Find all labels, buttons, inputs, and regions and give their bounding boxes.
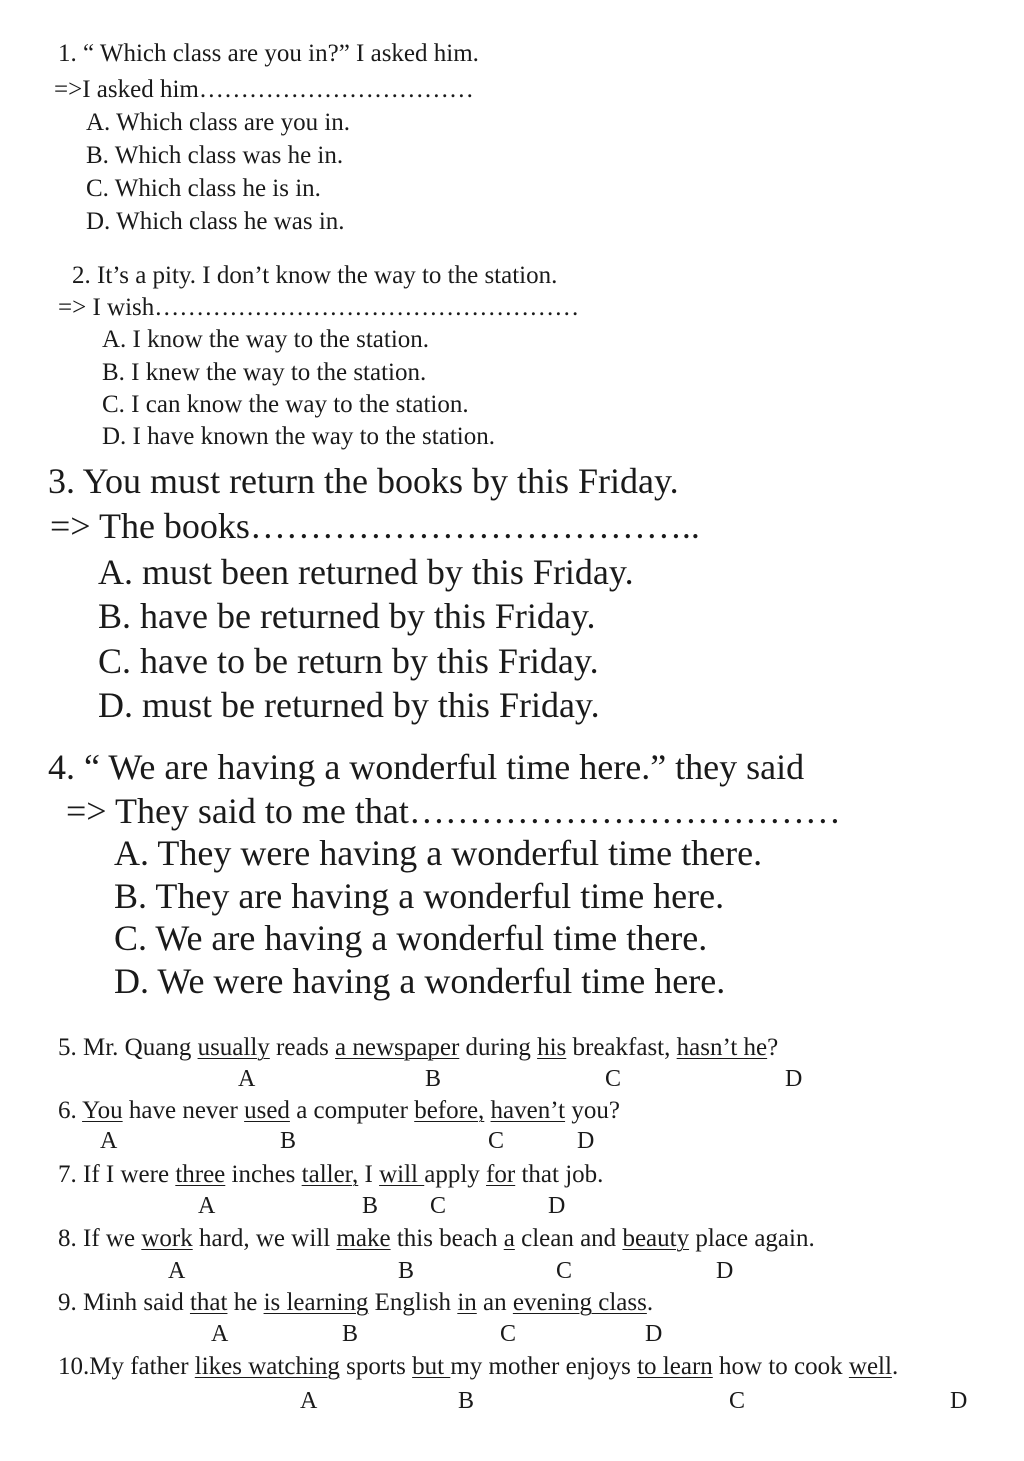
q10-underline-d: well [848, 1353, 892, 1380]
q7-label-d: D [548, 1193, 566, 1219]
q3-option-b: B. have be returned by this Friday. [98, 596, 596, 636]
q10-label-a: A [300, 1388, 318, 1414]
q7-underline-b: taller, [301, 1161, 359, 1188]
q1-option-a: A. Which class are you in. [86, 109, 351, 136]
q9-sentence: 9. Minh said that he is learning English in an evening class. [58, 1289, 654, 1316]
q3-option-d: D. must be returned by this Friday. [98, 685, 600, 725]
q1-stem: =>I asked him…………………………… [54, 76, 474, 103]
q1-option-b: B. Which class was he in. [86, 142, 344, 169]
q7-label-b: B [362, 1193, 379, 1219]
q4-stem: => They said to me that……………………………… [66, 791, 841, 831]
q8-underline-c: a [503, 1225, 515, 1252]
q6-underline-b: used [244, 1097, 290, 1124]
q8-label-b: B [398, 1258, 415, 1284]
q9-label-d: D [645, 1321, 663, 1347]
q7-sentence: 7. If I were three inches taller, I will apply for that job. [58, 1161, 604, 1188]
q2-option-a: A. I know the way to the station. [102, 326, 430, 353]
q8-label-a: A [168, 1258, 186, 1284]
q7-label-a: A [198, 1193, 216, 1219]
q5-label-a: A [238, 1066, 256, 1092]
q3-stem: => The books……………………………….. [50, 506, 700, 546]
q9-underline-b: is learning [263, 1289, 369, 1316]
q6-underline-c: before, [414, 1097, 485, 1124]
q5-label-c: C [605, 1066, 622, 1092]
q2-option-d: D. I have known the way to the station. [102, 423, 495, 450]
q6-underline-a: You [82, 1097, 123, 1124]
q5-underline-c: his [537, 1034, 567, 1061]
q2-option-b: B. I knew the way to the station. [102, 359, 427, 386]
q10-underline-b: but [412, 1353, 451, 1380]
q5-label-d: D [785, 1066, 803, 1092]
q9-underline-c: in [457, 1289, 477, 1316]
q7-underline-a: three [175, 1161, 226, 1188]
q2-stem: => I wish…………………………………………… [58, 294, 580, 321]
q7-label-c: C [430, 1193, 447, 1219]
q5-underline-d: hasn’t he [676, 1034, 768, 1061]
q6-label-c: C [488, 1128, 505, 1154]
q3-option-c: C. have to be return by this Friday. [98, 641, 599, 681]
q9-underline-d: evening class [512, 1289, 647, 1316]
q10-label-c: C [729, 1388, 746, 1414]
q4-option-c: C. We are having a wonderful time there. [114, 918, 708, 958]
q2-option-c: C. I can know the way to the station. [102, 391, 469, 418]
q6-label-b: B [280, 1128, 297, 1154]
q5-sentence: 5. Mr. Quang usually reads a newspaper during his breakfast, hasn’t he? [58, 1034, 779, 1061]
q9-underline-a: that [189, 1289, 228, 1316]
q10-underline-c: to learn [637, 1353, 713, 1380]
q1-option-d: D. Which class he was in. [86, 208, 345, 235]
q4-option-d: D. We were having a wonderful time here. [114, 961, 726, 1001]
q9-label-c: C [500, 1321, 517, 1347]
q9-label-a: A [211, 1321, 229, 1347]
q6-sentence: 6. You have never used a computer before, haven’t you? [58, 1097, 620, 1124]
q4-prompt: 4. “ We are having a wonderful time here.” they said [48, 747, 805, 787]
q7-underline-c: will [379, 1161, 425, 1188]
q10-label-d: D [950, 1388, 968, 1414]
q8-underline-a: work [141, 1225, 193, 1252]
q5-underline-b: a newspaper [335, 1034, 460, 1061]
q4-option-b: B. They are having a wonderful time here. [114, 876, 725, 916]
q6-label-d: D [577, 1128, 595, 1154]
q8-sentence: 8. If we work hard, we will make this beach a clean and beauty place again. [58, 1225, 815, 1252]
q1-prompt: 1. “ Which class are you in?” I asked him. [58, 40, 479, 67]
q6-label-a: A [100, 1128, 118, 1154]
q8-underline-b: make [336, 1225, 391, 1252]
q2-prompt: 2. It’s a pity. I don’t know the way to the station. [72, 262, 558, 289]
q9-label-b: B [342, 1321, 359, 1347]
q5-label-b: B [425, 1066, 442, 1092]
q1-option-c: C. Which class he is in. [86, 175, 321, 202]
q10-label-b: B [458, 1388, 475, 1414]
q8-label-c: C [556, 1258, 573, 1284]
q3-option-a: A. must been returned by this Friday. [98, 552, 634, 592]
q10-sentence: 10.My father likes watching sports but my mother enjoys to learn how to cook well. [58, 1353, 899, 1380]
q8-underline-d: beauty [622, 1225, 690, 1252]
q6-underline-d: haven’t [490, 1097, 566, 1124]
q7-underline-d: for [486, 1161, 516, 1188]
q3-prompt: 3. You must return the books by this Friday. [48, 461, 679, 501]
q4-option-a: A. They were having a wonderful time there. [114, 833, 763, 873]
q10-underline-a: likes watching [194, 1353, 340, 1380]
q8-label-d: D [716, 1258, 734, 1284]
q5-underline-a: usually [197, 1034, 270, 1061]
